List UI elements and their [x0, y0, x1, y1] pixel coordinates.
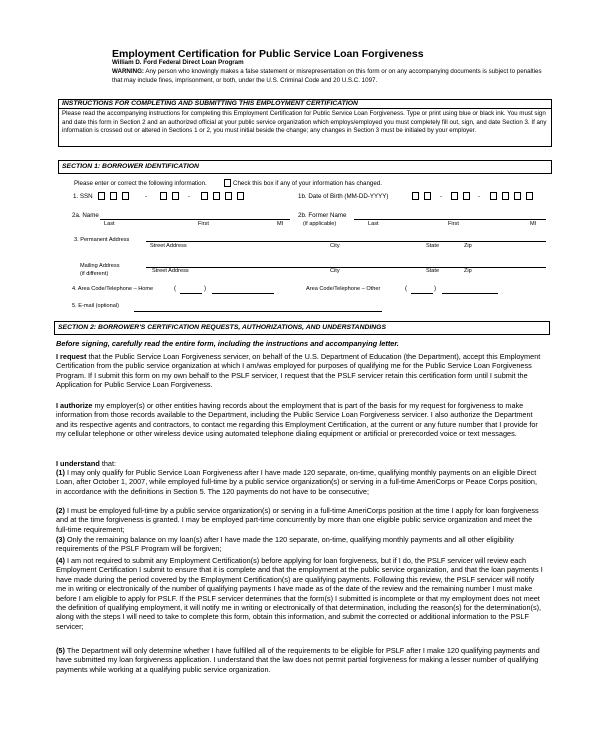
phone-home-area-line[interactable]: [180, 293, 202, 294]
dob-dash: -: [440, 193, 443, 200]
phone-other-open-paren: (: [405, 285, 408, 292]
instructions-text: Please read the accompanying instructions for completing this Employment Certification for Public Service Loan Forgiveness. Type or print using blue or black ink. You must sign and date this form in Section 2 and an authorized official at your public service organization which employs/employed you must completely fill out, sign, and date Section 3. If any information is crossed out or altered in Sections 1 or 2, you must initial beside the change; any changes in Section 3 must be initialed by your employer.: [62, 110, 547, 134]
item-text: I must be employed full-time by a public service organization(s) or serving in a full-time AmeriCorps position at the time I apply for loan forgiveness and at the time forgiveness is granted. I may be employed part-time concurrently by more than one eligible public service organization and meet the full-time requirement;: [56, 506, 539, 534]
section2-heading: SECTION 2: BORROWER'S CERTIFICATION REQUESTS, AUTHORIZATIONS, AND UNDERSTANDINGS: [58, 324, 386, 331]
ssn-digit-box[interactable]: [237, 192, 244, 200]
ssn-dash: -: [188, 193, 191, 200]
mail-street-caption: Street Address: [152, 268, 189, 274]
mailing-address-label: Mailing Address: [80, 263, 120, 269]
item-number: (4): [56, 556, 65, 565]
phone-other-close-paren: ): [434, 285, 437, 292]
understand-item-3: [56, 535, 544, 554]
item-text: I am not required to submit any Employment Certification(s) before applying for loan forgiveness, but if I do, the PSLF servicer will review each Employment Certification I submit to ensure that it is complete and that the employment at the public service organization, and that the loan payments I have made during the period covered by the Employment Certification(s) are qualifying payments. Following this review, the PSLF servicer will notify me in writing or electronically of the number of qualifying payments I have made as of the date of the review and the remaining number I must make before I am eligible to apply for PSLF. If the PSLF servicer determines that the form(s) I submitted is incomplete or that my employment does not meet the definition of qualifying employment, it will notify me in writing or electronically of that determination, including the reason(s) for the determination(s), along with the steps I will need to take to complete this form, obtain this information, and submit the corrected or additional information to the PSLF servicer;: [56, 556, 543, 631]
ssn-dash: -: [145, 193, 148, 200]
phone-home-open-paren: (: [174, 285, 177, 292]
email-label: 5. E-mail (optional): [72, 303, 119, 309]
ssn-digit-box[interactable]: [160, 192, 167, 200]
perm-city-caption: City: [330, 243, 340, 249]
understand-lead: I understand: [56, 459, 100, 468]
phone-home-number-line[interactable]: [212, 293, 274, 294]
name-last-caption: Last: [104, 221, 115, 227]
item-text: I may only qualify for Public Service Loan Forgiveness after I have made 120 separate, on-time, qualifying monthly payments on an eligible Direct Loan, after October 1, 2007, while employed full-time by a public service organization(s) or serving in a full-time AmeriCorps or Peace Corps position, in accordance with the definitions in Section 5. The 120 payments do not have to be consecutive;: [56, 468, 538, 496]
warning-label: WARNING:: [112, 68, 144, 75]
form-title: Employment Certification for Public Service Loan Forgiveness: [112, 48, 424, 60]
understand-item-5: [56, 646, 544, 674]
dob-digit-box[interactable]: [463, 192, 470, 200]
name-input-line[interactable]: [100, 219, 290, 220]
section1-intro: Please enter or correct the following information.: [74, 180, 207, 187]
ssn-digit-box[interactable]: [110, 192, 117, 200]
info-changed-checkbox[interactable]: [224, 179, 231, 187]
ssn-digit-box[interactable]: [213, 192, 220, 200]
understand-colon: that:: [99, 459, 117, 468]
dob-dash: -: [478, 193, 481, 200]
understand-item-2: [56, 506, 544, 534]
authorize-paragraph: [56, 401, 544, 439]
mail-city-caption: City: [330, 268, 340, 274]
dob-digit-box[interactable]: [490, 192, 497, 200]
mailing-address-input-line[interactable]: [146, 267, 546, 268]
former-name-input-line[interactable]: [354, 219, 546, 220]
perm-street-caption: Street Address: [150, 243, 187, 249]
dob-digit-box[interactable]: [451, 192, 458, 200]
request-text: that the Public Service Loan Forgiveness servicer, on behalf of the U.S. Department of Education (the Department), accept this Employment Certification from the public service organization at which I am/was employed for purposes of qualifying me for the Public Service Loan Forgiveness Program. If I submit this form on my own behalf to the PSLF servicer, I request that the PSLF servicer retain this certification form until I submit the Application for Public Service Loan Forgiveness.: [56, 352, 541, 390]
request-paragraph: [56, 352, 544, 390]
permanent-address-input-line[interactable]: [146, 241, 546, 242]
warning-text: Any person who knowingly makes a false statement or misrepresentation on this form or on any accompanying documents is subject to penalties that may include fines, imprisonment, or both, under the U.S. Criminal Code and 20 U.S.C. 1097.: [112, 68, 542, 84]
name-mi-caption: MI: [277, 221, 284, 227]
ssn-digit-box[interactable]: [122, 192, 129, 200]
ssn-digit-box[interactable]: [225, 192, 232, 200]
ssn-digit-box[interactable]: [172, 192, 179, 200]
request-lead: I request: [56, 352, 87, 361]
former-first-caption: First: [448, 221, 459, 227]
item-number: (2): [56, 506, 65, 515]
former-name-label: 2b. Former Name: [298, 212, 347, 219]
dob-digit-box[interactable]: [514, 192, 521, 200]
phone-home-close-paren: ): [204, 285, 207, 292]
form-subtitle: William D. Ford Federal Direct Loan Program: [112, 59, 244, 66]
authorize-lead: I authorize: [56, 401, 93, 410]
phone-home-label: 4. Area Code/Telephone – Home: [72, 286, 154, 292]
permanent-address-label: 3. Permanent Address: [74, 237, 130, 243]
mailing-if-different: (if different): [80, 271, 109, 277]
warning-notice: [112, 68, 542, 85]
email-input-line[interactable]: [134, 311, 382, 312]
ssn-label: 1. SSN: [73, 193, 93, 200]
item-number: (3): [56, 535, 65, 544]
understand-item-1: [56, 468, 544, 496]
perm-state-caption: State: [426, 243, 440, 249]
phone-other-area-line[interactable]: [411, 293, 433, 294]
ssn-digit-box[interactable]: [201, 192, 208, 200]
authorize-text: my employer(s) or other entities having records about the employment that is part of the basis for my request for forgiveness to make information from those records available to the Department, including the Public Service Loan Forgiveness servicer. I also authorize the Department and its respective agents and contractors, to contact me regarding this Employment Certification, at the current or any future number that I provide for my cellular telephone or other wireless device using automated telephone dialing equipment or artificial or prerecorded voice or text messages.: [56, 401, 538, 439]
dob-digit-box[interactable]: [526, 192, 533, 200]
item-text: Only the remaining balance on my loan(s) after I have made the 120 separate, on-time, qualifying monthly payments and all other eligibility requirements of the PSLF Program will be forgiven;: [56, 535, 514, 554]
item-number: (5): [56, 646, 65, 655]
former-name-applicable: (if applicable): [303, 221, 337, 227]
before-signing-note: Before signing, carefully read the entire form, including the instructions and accompanying letter.: [56, 339, 399, 348]
item-text: The Department will only determine whether I have fulfilled all of the requirements to be eligible for PSLF after I make 120 qualifying payments and have submitted my loan forgiveness application. I understand that the law does not permit partial forgiveness for making a lesser number of qualifying payments while working at a qualifying public service organization.: [56, 646, 540, 674]
name-label: 2a. Name: [72, 212, 99, 219]
dob-label: 1b. Date of Birth (MM-DD-YYYY): [298, 193, 389, 200]
former-last-caption: Last: [368, 221, 379, 227]
former-mi-caption: MI: [530, 221, 537, 227]
understand-item-4: [56, 556, 544, 631]
dob-digit-box[interactable]: [502, 192, 509, 200]
phone-other-label: Area Code/Telephone – Other: [306, 286, 381, 292]
mail-state-caption: State: [426, 268, 440, 274]
phone-other-number-line[interactable]: [442, 293, 498, 294]
instructions-heading: INSTRUCTIONS FOR COMPLETING AND SUBMITTING THIS EMPLOYMENT CERTIFICATION: [62, 100, 358, 107]
name-first-caption: First: [198, 221, 209, 227]
mail-zip-caption: Zip: [464, 268, 472, 274]
ssn-digit-box[interactable]: [98, 192, 105, 200]
info-changed-label: Check this box if any of your information has changed.: [233, 180, 382, 187]
dob-digit-box[interactable]: [412, 192, 419, 200]
perm-zip-caption: Zip: [464, 243, 472, 249]
section1-heading: SECTION 1: BORROWER IDENTIFICATION: [62, 163, 199, 170]
understand-paragraph: [56, 459, 544, 468]
instructions-divider: [58, 108, 552, 109]
item-number: (1): [56, 468, 65, 477]
dob-digit-box[interactable]: [424, 192, 431, 200]
